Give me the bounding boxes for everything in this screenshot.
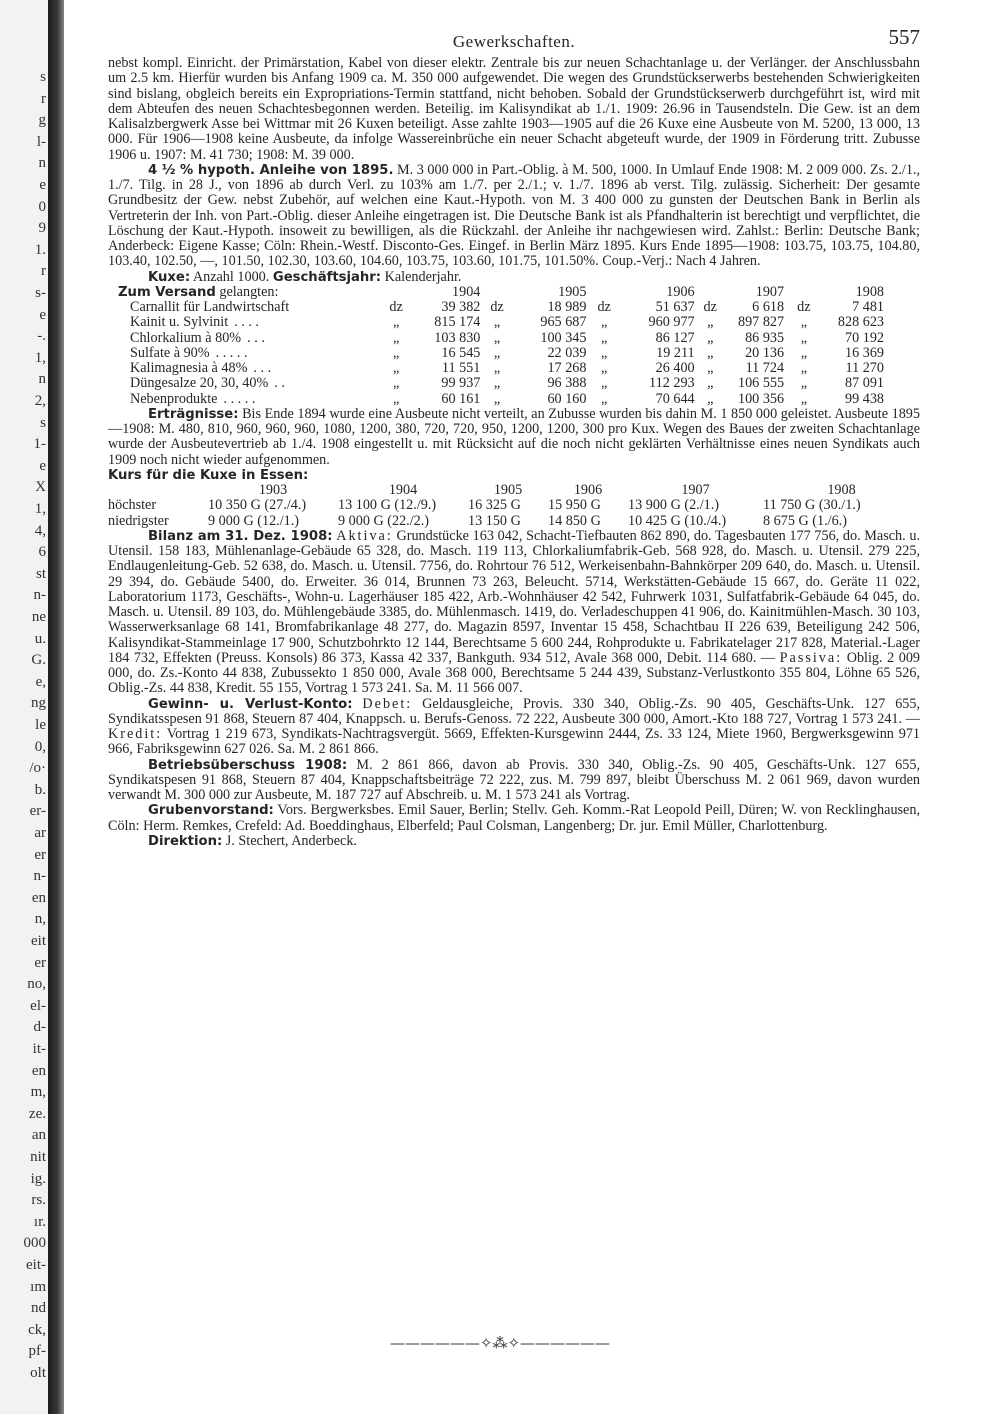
facing-page-fragment: n- <box>33 587 46 604</box>
versand-value: 11 270 <box>845 360 884 376</box>
facing-page-fragment: /o· <box>29 760 46 777</box>
facing-page-fragment: G. <box>31 652 46 669</box>
product-name: Kainit u. Sylvinit <box>130 314 229 331</box>
kurs-value: 11 750 G (30./1.) <box>763 497 861 514</box>
facing-page-fragment: e <box>39 457 46 474</box>
facing-page-fragment: 1, <box>34 349 46 366</box>
unit-mark: „ <box>800 314 807 331</box>
versand-value: 99 937 <box>441 375 481 392</box>
kurs-year: 1905 <box>493 482 523 498</box>
kurs-value: 9 000 G (12./1.) <box>208 512 300 529</box>
product-name: Sulfate à 90% <box>130 344 210 361</box>
unit-mark: „ <box>392 329 400 346</box>
facing-page-fragment: le <box>35 717 46 733</box>
leader-dots: . . . . <box>234 314 259 331</box>
facing-page-fragment: er <box>34 954 46 971</box>
unit-mark: dz <box>597 299 611 315</box>
facing-page-fragment: ne <box>31 609 46 625</box>
unit-mark: „ <box>392 390 400 407</box>
anleihe-text: M. 3 000 000 in Part.-Oblig. à M. 500, 1000. In Umlauf Ende 1908: M. 2 009 000. Zs. 2./1., 1./7. Tilg. in 28 J., von 1896 ab durch Verl. zu 103% am 1./7. per 2./1.; v. 1./7. 1896 ab verst. Tilg. zulässig. Sicherheit: Der gesamte Grundbesitz der Gew. nebst Zubehör, auf welchen eine Kaut.-Hypoth. von M. 3 400 000 zu gunsten der Deutschen Bank in Berlin als Vertreterin der Inh. von Part.-Oblig. dieser Anleihe eingetragen ist. Die Deutsche Bank ist als Pfandhalterin ist berechtigt und verpflichtet, die Löschung der Kaut.-Hypoth. insoweit zu bewilligen, als die Rückzahl. der Anleihe ihr nachgewiesen wird. Zahlst.: Berlin: Deutsche Bank; Anderbeck: Eigene Kasse; Cöln: Rhein.-Westf. Disconto-Ges. Eingef. in Berlin März 1895. Kurs Ende 1895—1908: 103.75, 103.75, 104.80, 103.40, 102.50, —, 101.50, 102.30, 103.60, 104.60, 103.75, 103.60, 101.75, 101.50%. Coup.-Verj.: Nach 4 Jahren. <box>108 161 921 270</box>
unit-mark: „ <box>600 329 608 346</box>
grubenvorstand-paragraph <box>108 803 920 834</box>
versand-value: 16 369 <box>844 344 884 361</box>
versand-value: 6 618 <box>752 299 785 315</box>
versand-header-row <box>108 285 884 300</box>
versand-row <box>108 361 884 376</box>
facing-page-fragment: no, <box>27 976 46 993</box>
versand-value: 99 438 <box>844 390 884 407</box>
product-name: Nebenprodukte <box>130 390 218 407</box>
unit-mark: „ <box>707 390 714 407</box>
facing-page-fragment: s <box>40 414 46 431</box>
facing-page-fragment: el- <box>30 997 46 1014</box>
unit-mark: „ <box>392 360 400 376</box>
versand-row <box>108 300 884 315</box>
facing-page-fragment: n <box>38 155 46 172</box>
kuxe-line <box>108 270 920 285</box>
facing-page-fragment: r <box>41 90 46 107</box>
unit-mark: dz <box>389 299 403 315</box>
facing-page-fragment: u. <box>34 630 46 647</box>
unit-mark: dz <box>703 299 717 315</box>
facing-page-fragment: 0, <box>34 738 46 755</box>
facing-page-fragment: ar <box>34 825 46 841</box>
geschaeftsjahr-label: Geschäftsjahr: <box>272 269 382 285</box>
unit-mark: „ <box>493 344 501 361</box>
direktion-text: J. Stechert, Anderbeck. <box>225 832 357 849</box>
debet-text: Geldausgleiche, Provis. 330 340, Oblig.-Zs. 90 405, Geschäfts-Unk. 127 655, Syndikatsspesen 91 868, Steuern 87 404, Knappsch. u. Berufs-Genoss. 72 222, Ausbeute 300 000, Amort.-Kto 188 727, Vortrag 1 573 241. — <box>108 695 921 727</box>
kurs-value: 13 900 G (2./1.) <box>628 497 720 514</box>
left-margin-strip <box>0 0 48 1414</box>
kurs-table <box>108 483 920 529</box>
direktion-label: Direktion: <box>148 833 223 849</box>
facing-page-fragment: s- <box>35 285 46 301</box>
facing-page-fragment: it- <box>32 1041 46 1057</box>
kurs-year: 1906 <box>573 482 603 498</box>
facing-page-fragment: ım <box>30 1278 46 1295</box>
versand-year: 1904 <box>452 283 481 300</box>
versand-value: 112 293 <box>649 375 695 392</box>
aktiva-label: Aktiva: <box>336 527 393 544</box>
gewinn-label: Gewinn- u. Verlust-Konto: <box>148 696 353 712</box>
unit-mark: dz <box>490 299 504 315</box>
kurs-row-label: höchster <box>108 497 157 514</box>
versand-value: 20 136 <box>745 344 785 361</box>
facing-page-fragment: nd <box>31 1300 46 1317</box>
kurs-value: 13 100 G (12./9.) <box>338 497 437 514</box>
unit-mark: „ <box>493 329 501 346</box>
leader-dots: . . . <box>247 329 265 346</box>
facing-page-fragment: ır. <box>33 1213 46 1230</box>
versand-label: Zum Versand <box>118 284 216 300</box>
leader-dots: . . . . . <box>223 390 256 407</box>
facing-page-fragment: e <box>39 306 46 323</box>
unit-mark: „ <box>493 360 501 376</box>
facing-page-fragment: 1- <box>33 436 46 453</box>
aktiva-text: Grundstücke 163 042, Schacht-Tiefbauten 862 890, do. Tagesbauten 177 756, do. Masch. u. Utensil. 158 183, Mühlenanlage-Gebäude 65 328, do. Masch. 119 113, Chlorkaliumfabrik-Geb. 568 928, do. Masch. u. Utensil. 279 225, Endlaugenleitung-Geb. 52 638, do. Masch. u. Utensil. 7756, do. Rohrtour 76 512, Werkeisenbahn-Bahnkörper 209 640, do. Masch. u. Utensil. 29 394, do. Gebäude 5400, do. Erweiter. 36 014, Brunnen 73 263, Beleucht. 5714, Werkstätten-Gebäude 15 667, do. Geräte 11 022, Laboratorium 1173, Geschäfts-, Wohn-u. Lagerhäuser 185 422, Arb.-Wohnhäuser 42 542, Fuhrwerk 1031, Sulfatfabrik-Gebäude 64 045, do. Masch. u. Utensil. 89 103, do. Mühlengebäude 3385, do. Mühlenmasch. 1419, do. Verladeschuppen 41 906, do. Kainitmühlen-Masch. 30 103, Wasserwerksanlage 68 141, Bromfabrikanlage 48 277, do. Magazin 8597, Inventar 15 458, Schachtbau II 226 639, Beteiligung 242 506, Kalisyndikat-Stammeinlage 17 900, Schutzbohrkto 12 144, Berechtsame 5 600 244, Rohprodukte u. Fabrikatelager 217 828, Material.-Lager 184 732, Effekten (Preuss. Konsols) 86 373, Kassa 42 337, Bankguth. 934 512, Avale 368 000, Debit. 114 680. — <box>108 527 920 666</box>
versand-year: 1908 <box>855 283 884 300</box>
grubenvorstand-label: Grubenvorstand: <box>148 803 274 819</box>
versand-value: 19 211 <box>656 344 695 361</box>
facing-page-fragment: r <box>41 263 46 280</box>
unit-mark: „ <box>800 329 807 346</box>
betrieb-paragraph <box>108 758 920 804</box>
kurs-value: 15 950 G <box>548 497 601 514</box>
versand-value: 86 935 <box>745 329 785 346</box>
unit-mark: „ <box>707 375 714 392</box>
versand-value: 100 345 <box>540 329 587 346</box>
versand-row <box>108 392 884 407</box>
kurs-value: 10 350 G (27./4.) <box>208 497 307 514</box>
intro-paragraph: nebst kompl. Einricht. der Primärstation, Kabel von dieser elektr. Zentrale bis zur neuen Schachtanlage u. der Verlänger. der Anschlussbahn um 2.5 km. Hierfür wurden bis Anfang 1909 ca. M. 350 000 aufgewendet. Die wegen des Grundstückserwerbs bestehenden Schwierigkeiten sind bislang, obgleich bereits ein Expropriations-Termin stattfand, nicht behoben. Sobald der Grundstückserwerb durchgeführt ist, wird mit dem Abteufen des neuen Schachtesbegonnen werden. Beteilig. im Kalisyndikat ab 1./1. 1909: 26.96 in Tausendsteln. Die Gew. ist an dem Kalisalzbergwerk Asse bei Wittmar mit 26 Kuxen beteiligt. Asse zahlte 1903—1905 auf die 26 Kuxe eine Ausbeute von M. 5200, 13 000, 13 000. Für 1906—1908 keine Ausbeute, da infolge Wassereinbrüche ein neuer Schacht abgeteuft wurde, der 1909 in Förderung tritt. Zubusse 1906 u. 1907: M. 41 730; 1908: M. 39 000. <box>108 55 920 163</box>
kurs-value: 10 425 G (10./4.) <box>628 512 727 529</box>
product-name: Kalimagnesia à 48% <box>130 360 248 376</box>
kurs-header-row <box>108 483 920 498</box>
kurs-year: 1904 <box>388 482 418 498</box>
versand-row <box>108 376 884 391</box>
page-number: 557 <box>888 25 920 49</box>
facing-page-fragment: ig. <box>30 1170 46 1187</box>
facing-page-fragment: nit <box>30 1149 46 1165</box>
kurs-value: 13 150 G <box>468 512 521 529</box>
versand-row <box>108 331 884 346</box>
versand-value: 17 268 <box>547 360 587 376</box>
kuxe-text: Anzahl 1000. <box>192 268 270 285</box>
unit-mark: „ <box>392 314 400 331</box>
facing-page-fragment: 0 <box>38 198 46 215</box>
passiva-label: Passiva: <box>779 649 843 666</box>
unit-mark: „ <box>600 390 608 407</box>
anleihe-paragraph <box>108 163 920 270</box>
versand-value: 103 830 <box>434 329 481 346</box>
unit-mark: „ <box>600 375 608 392</box>
facing-page-fragment: ng <box>31 695 46 712</box>
facing-page-fragment: -. <box>37 328 46 345</box>
leader-dots: . . . <box>253 360 272 376</box>
versand-value: 96 388 <box>547 375 587 392</box>
versand-table <box>108 285 884 407</box>
versand-value: 60 161 <box>441 390 481 407</box>
facing-page-fragment: 9 <box>38 220 46 237</box>
kredit-text: Vortrag 1 219 673, Syndikats-Nachtragsvergüt. 5669, Effekten-Kursgewinn 2444, Zs. 33 124, Miete 1960, Bergwerksgewinn 971 966, Fabriksgewinn 627 026. Sa. M. 2 861 866. <box>108 726 921 758</box>
unit-mark: „ <box>707 314 714 331</box>
anleihe-heading: 4 ½ % hypoth. Anleihe von 1895. <box>148 162 394 178</box>
facing-page-fragment: d- <box>33 1019 46 1036</box>
facing-page-fragment: er <box>34 846 46 863</box>
kurs-value: 16 325 G <box>468 497 521 514</box>
kurs-value: 14 850 G <box>548 512 601 529</box>
facing-page-fragment: 2, <box>34 393 46 409</box>
ertraegnisse-text: Bis Ende 1894 wurde eine Ausbeute nicht verteilt, an Zubusse wurden bis dahin M. 1 850 000 geleistet. Ausbeute 1895—1908: M. 480, 810, 960, 960, 960, 1080, 1200, 380, 720, 720, 950, 1200, 1200, 300 pro Kux. Wegen des Baues der zweiten Schachtanlage wurde der Ausbeutevertrieb ab 1./4. 1908 eingestellt u. mit Rücksicht auf die noch nicht geklärten Verhältnisse eines neuen Syndikats auch 1909 noch nicht wieder aufgenommen. <box>108 405 920 468</box>
facing-page-fragment: X <box>35 479 46 496</box>
unit-mark: „ <box>600 360 608 376</box>
facing-page-fragment: en <box>31 1062 46 1079</box>
versand-value: 965 687 <box>540 314 587 331</box>
direktion-paragraph <box>108 834 920 849</box>
kurs-year: 1907 <box>681 482 710 498</box>
facing-page-fragment: st <box>35 565 46 582</box>
facing-page-fragment: 1, <box>34 501 46 517</box>
unit-mark: „ <box>707 360 714 376</box>
unit-mark: „ <box>600 344 608 361</box>
unit-mark: „ <box>800 360 807 376</box>
facing-page-fragment: b. <box>34 781 46 798</box>
facing-page-fragment: 000 <box>23 1235 46 1252</box>
facing-page-fragment: e <box>39 177 46 193</box>
unit-mark: „ <box>493 314 501 331</box>
kredit-label: Kredit: <box>108 726 163 742</box>
versand-section <box>108 285 920 407</box>
facing-page-fragment: n, <box>34 911 46 928</box>
versand-value: 7 481 <box>852 299 884 315</box>
versand-value: 60 160 <box>547 390 587 407</box>
versand-value: 11 724 <box>745 360 785 376</box>
facing-page-fragment: l- <box>36 133 46 150</box>
leader-dots: . . . . . <box>215 344 248 361</box>
unit-mark: „ <box>707 344 714 361</box>
product-name: Düngesalze 20, 30, 40% <box>130 375 269 392</box>
page <box>108 25 921 849</box>
facing-page-fragment: pf- <box>28 1343 46 1360</box>
product-name: Carnallit für Landwirtschaft <box>130 299 290 315</box>
versand-value: 26 400 <box>655 360 695 376</box>
versand-row <box>108 346 884 361</box>
unit-mark: dz <box>797 299 811 315</box>
versand-value: 70 644 <box>655 390 695 407</box>
grubenvorstand-text: Vors. Bergwerksbes. Emil Sauer, Berlin; Stellv. Geh. Komm.-Rat Leopold Peill, Düren; W. von Recklinghausen, Cöln: Herm. Remkes, Crefeld: Ad. Boeddinghaus, Elberfeld; Paul Colsman, Langenberg; Dr. jur. Emil Müller, Charlottenburg. <box>108 802 920 834</box>
versand-value: 87 091 <box>844 375 884 392</box>
versand-value: 16 545 <box>441 344 481 361</box>
versand-label-rest: gelangten: <box>219 283 279 300</box>
unit-mark: „ <box>392 375 400 392</box>
kurs-year: 1903 <box>258 482 288 498</box>
facing-page-fragment: e, <box>35 673 46 690</box>
facing-page-fragment: 6 <box>38 544 46 561</box>
versand-year: 1906 <box>666 283 695 300</box>
versand-value: 897 827 <box>737 314 785 331</box>
versand-value: 22 039 <box>547 344 587 361</box>
versand-value: 100 356 <box>737 390 785 407</box>
facing-page-fragment: n <box>38 371 46 388</box>
kurs-heading-line <box>108 468 920 483</box>
kurs-value: 9 000 G (22./2.) <box>338 512 430 529</box>
facing-page-fragment: ze. <box>28 1105 46 1122</box>
kurs-row <box>108 514 920 529</box>
kurs-row <box>108 498 920 513</box>
bilanz-label: Bilanz am 31. Dez. 1908: <box>148 528 333 544</box>
unit-mark: „ <box>800 375 807 392</box>
unit-mark: „ <box>800 390 807 407</box>
unit-mark: „ <box>800 344 807 361</box>
debet-label: Debet: <box>362 695 413 712</box>
facing-page-fragment: m, <box>30 1084 46 1101</box>
facing-page-fragment: eit <box>31 933 46 949</box>
versand-value: 18 989 <box>547 299 587 315</box>
facing-page-fragment: an <box>31 1127 46 1144</box>
kurs-row-label: niedrigster <box>108 512 169 529</box>
facing-page-fragment: s <box>40 69 46 85</box>
versand-value: 828 623 <box>837 314 884 331</box>
running-header <box>108 25 920 56</box>
running-title: Gewerkschaften. <box>452 32 576 51</box>
versand-value: 106 555 <box>737 375 785 392</box>
facing-page-fragment: eit- <box>26 1257 46 1273</box>
versand-value: 39 382 <box>441 299 481 315</box>
versand-year: 1907 <box>755 283 785 300</box>
unit-mark: „ <box>493 390 501 407</box>
end-ornament: ——————✧⁂✧—————— <box>389 1334 611 1352</box>
versand-value: 960 977 <box>648 314 695 331</box>
geschaeftsjahr-text: Kalenderjahr. <box>384 268 462 285</box>
unit-mark: „ <box>707 329 714 346</box>
versand-value: 51 637 <box>655 299 695 315</box>
kurs-year: 1908 <box>827 482 856 498</box>
passiva-text: Oblig. 2 009 000, do. Zs.-Konto 44 838, Zubussekto 1 850 000, Avale 368 000, Berechtsame 5 244 439, Substanz-Verlustkonto 355 804, Löhne 65 526, Oblig.-Zs. 44 838, Kredit. 55 155, Vortrag 1 573 241. Sa. M. 11 566 007. <box>108 649 921 697</box>
betrieb-label: Betriebsüberschuss 1908: <box>148 757 348 773</box>
gewinn-paragraph <box>108 697 920 758</box>
facing-page-fragment: 1. <box>34 241 46 258</box>
versand-value: 815 174 <box>434 314 481 331</box>
product-name: Chlorkalium à 80% <box>130 329 242 346</box>
facing-page-fragment: en <box>31 889 46 906</box>
versand-value: 11 551 <box>441 360 481 376</box>
facing-page-fragment: rs. <box>31 1192 46 1209</box>
ertraegnisse-paragraph <box>108 407 920 468</box>
bilanz-paragraph <box>108 529 920 697</box>
ertraegnisse-label: Erträgnisse: <box>148 406 239 422</box>
betrieb-text: M. 2 861 866, davon ab Provis. 330 340, Oblig.-Zs. 90 405, Geschäfts-Unk. 127 655, Syndikatspesen 91 868, Steuern 87 404, Knappschaftsbeiträge 72 222, zus. M. 799 897, bleibt Überschuss M. 2 061 969, davon wurden verwandt M. 300 000 zur Ausbeute, M. 187 727 auf Abschreib. u. M. 1 573 241 als Vortrag. <box>108 756 920 803</box>
kurs-label: Kurs für die Kuxe in Essen: <box>108 467 309 483</box>
kuxe-label: Kuxe: <box>148 269 191 285</box>
book-binding-shadow <box>48 0 64 1414</box>
facing-page-fragment: olt <box>30 1365 46 1381</box>
kurs-value: 8 675 G (1./6.) <box>763 512 847 529</box>
unit-mark: „ <box>493 375 501 392</box>
facing-page-fragment: 4, <box>34 522 46 539</box>
unit-mark: „ <box>392 344 400 361</box>
facing-page-fragment: n- <box>33 868 46 885</box>
leader-dots: . . <box>274 375 285 392</box>
unit-mark: „ <box>600 314 608 331</box>
versand-row <box>108 315 884 330</box>
versand-value: 70 192 <box>844 329 884 346</box>
versand-value: 86 127 <box>655 329 695 346</box>
facing-page-fragment: g <box>38 112 46 129</box>
facing-page-fragment: ck, <box>28 1321 46 1338</box>
versand-year: 1905 <box>558 283 587 300</box>
facing-page-fragment: er- <box>29 803 46 820</box>
